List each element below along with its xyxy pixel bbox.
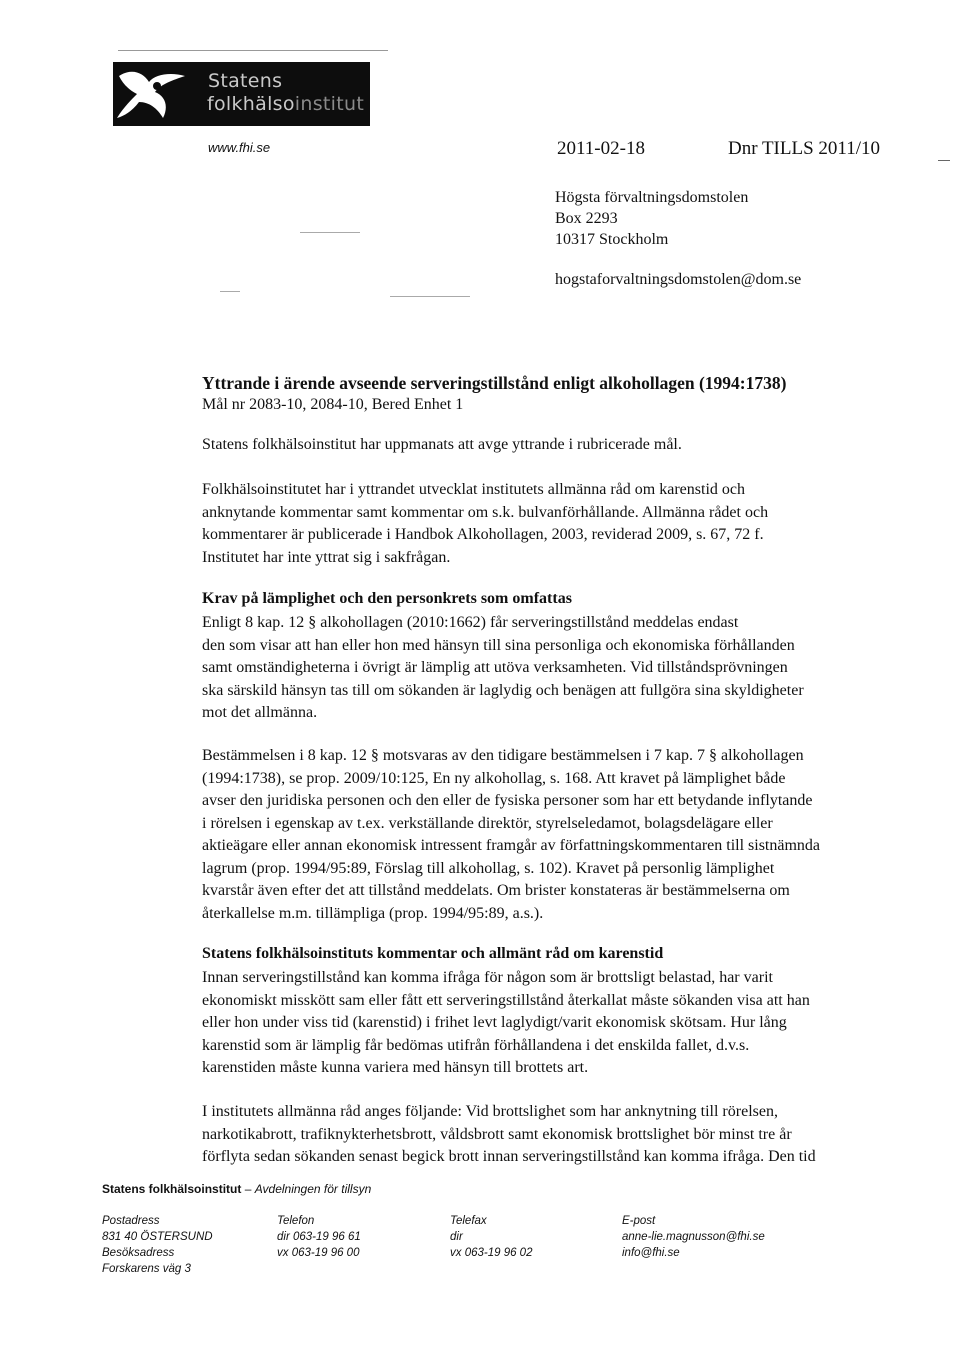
scan-mark <box>390 296 470 297</box>
logo-figure-icon <box>113 62 213 126</box>
recipient-address <box>555 187 748 250</box>
footer-email-link[interactable]: anne-lie.magnusson@fhi.se <box>622 1231 765 1243</box>
text-line: ekonomiskt misskött sam eller fått ett serveringstillstånd återkallat måste sökanden visa att han <box>202 991 810 1009</box>
text-line: aktieägare eller annan ekonomisk intressent framgår av författningskommentaren till sistnämnda <box>202 837 821 854</box>
footer-label: E-post <box>622 1215 656 1227</box>
text-line: kvarstår även efter det att tillstånd meddelats. Om brister konstateras är bestämmelserna om <box>202 882 790 899</box>
footer-value: vx 063-19 96 00 <box>277 1247 360 1259</box>
text-line: Enligt 8 kap. 12 § alkohollagen (2010:1662) får serveringstillstånd meddelas endast <box>202 614 739 631</box>
website-link[interactable]: www.fhi.se <box>208 140 271 155</box>
footer-email-link[interactable]: info@fhi.se <box>622 1247 680 1259</box>
text-line: I institutets allmänna råd anges följande: Vid brottslighet som har anknytning till rörelsen, <box>202 1103 778 1120</box>
text-line: avser den juridiska personen och den eller de fysiska personer som har ett betydande inflytande <box>202 792 813 809</box>
text-line: i rörelsen i egenskap av t.ex. verkställande direktör, styrelseledamot, bolagsdelägare eller <box>202 814 773 832</box>
footer-phone-column <box>277 1213 361 1261</box>
scan-mark <box>300 232 360 233</box>
case-reference: Mål nr 2083-10, 2084-10, Bered Enhet 1 <box>202 396 464 413</box>
footer-value: dir 063-19 96 61 <box>277 1231 361 1243</box>
scan-mark <box>220 291 240 292</box>
recipient-line: Box 2293 <box>555 210 618 227</box>
intro-paragraph: Statens folkhälsoinstitut har uppmanats att avge yttrande i rubricerade mål. <box>202 436 682 453</box>
text-line: narkotikabrott, trafiknykterhetsbrott, våldsbrott samt ekonomisk brottslighet bör minst tre år <box>202 1125 792 1143</box>
margin-mark <box>938 160 950 161</box>
text-line: anknytande kommentar samt kommentar om s.k. bulvanförhållande. Allmänna rådet och <box>202 503 769 521</box>
paragraph-3 <box>202 1101 842 1169</box>
footer-value: dir <box>450 1231 463 1243</box>
text-line: förflyta sedan sökanden senast begick brott innan serveringstillstånd kan komma ifråga. Den tid <box>202 1148 816 1165</box>
footer-value: 831 40 ÖSTERSUND <box>102 1231 213 1243</box>
footer-label: Postadress <box>102 1215 160 1227</box>
logo-text-line2: folkhälsoinstitut <box>207 93 365 115</box>
text-line: Institutet har inte yttrat sig i sakfrågan. <box>202 548 451 566</box>
reference-number: Dnr TILLS 2011/10 <box>728 138 880 159</box>
footer-fax-column <box>450 1213 532 1261</box>
text-line: kommentarer är publicerade i Handbok Alkohollagen, 2003, reviderad 2009, s. 67, 72 f. <box>202 526 764 543</box>
footer-value: Forskarens väg 3 <box>102 1263 191 1275</box>
text-line: ska särskild hänsyn tas till om sökanden är laglydig och benägen att fullgöra sina skyldigheter <box>202 681 804 699</box>
text-line: mot det allmänna. <box>202 704 318 721</box>
scan-line <box>118 50 388 51</box>
footer-email-column <box>622 1213 765 1261</box>
paragraph-1 <box>202 479 842 569</box>
text-line: karenstid som är lämplig får bedömas utifrån förhållandena i det enskilda fallet, d.v.s. <box>202 1036 750 1054</box>
footer-organisation <box>102 1182 371 1196</box>
text-line: återkallelse m.m. tillämpliga (prop. 1994/95:89, a.s.). <box>202 904 544 922</box>
footer-org-name: Statens folkhälsoinstitut <box>102 1182 242 1196</box>
logo-text-line1: Statens <box>208 70 283 92</box>
text-line: lagrum (prop. 1994/95:89, Förslag till alkohollag, s. 102). Kravet på personlig lämplighet <box>202 859 775 877</box>
footer-label: Telefon <box>277 1215 315 1227</box>
text-line: samt omständigheterna i övrigt är lämplig att utöva verksamheten. Vid tillståndsprövningen <box>202 659 788 676</box>
paragraph-2 <box>202 745 842 925</box>
section-2-body <box>202 967 842 1080</box>
document-title: Yttrande i ärende avseende serveringstillstånd enligt alkohollagen (1994:1738) <box>202 373 787 393</box>
text-line: eller hon under viss tid (karenstid) i frihet levt laglydigt/varit ekonomisk skötsam. Hur lång <box>202 1014 787 1031</box>
footer-department: Avdelningen för tillsyn <box>254 1182 372 1196</box>
section-heading-lamplighet: Krav på lämplighet och den personkrets som omfattas <box>202 590 572 607</box>
footer-label: Telefax <box>450 1215 487 1227</box>
text-line: den som visar att han eller hon med hänsyn till sina personliga och ekonomiska förhållanden <box>202 636 795 654</box>
text-line: Innan serveringstillstånd kan komma ifråga för någon som är brottsligt belastad, har varit <box>202 969 773 986</box>
text-line: Folkhälsoinstitutet har i yttrandet utvecklat institutets allmänna råd om karenstid och <box>202 481 745 498</box>
recipient-email[interactable]: hogstaforvaltningsdomstolen@dom.se <box>555 271 802 288</box>
footer-label: Besöksadress <box>102 1247 175 1259</box>
footer-value: vx 063-19 96 02 <box>450 1247 533 1259</box>
section-heading-karenstid: Statens folkhälsoinstituts kommentar och allmänt råd om karenstid <box>202 945 664 962</box>
footer-postal-column <box>102 1213 213 1277</box>
text-line: (1994:1738), se prop. 2009/10:125, En ny alkohollag, s. 168. Att kravet på lämplighet både <box>202 769 786 787</box>
recipient-line: 10317 Stockholm <box>555 231 669 248</box>
letter-date: 2011-02-18 <box>557 138 645 159</box>
text-line: Bestämmelsen i 8 kap. 12 § motsvaras av den tidigare bestämmelsen i 7 kap. 7 § alkohollagen <box>202 747 804 764</box>
footer-dash: – <box>244 1182 252 1196</box>
section-1-body <box>202 612 842 725</box>
recipient-line: Högsta förvaltningsdomstolen <box>555 189 749 206</box>
text-line: karenstiden måste kunna variera med hänsyn till brottets art. <box>202 1059 589 1076</box>
